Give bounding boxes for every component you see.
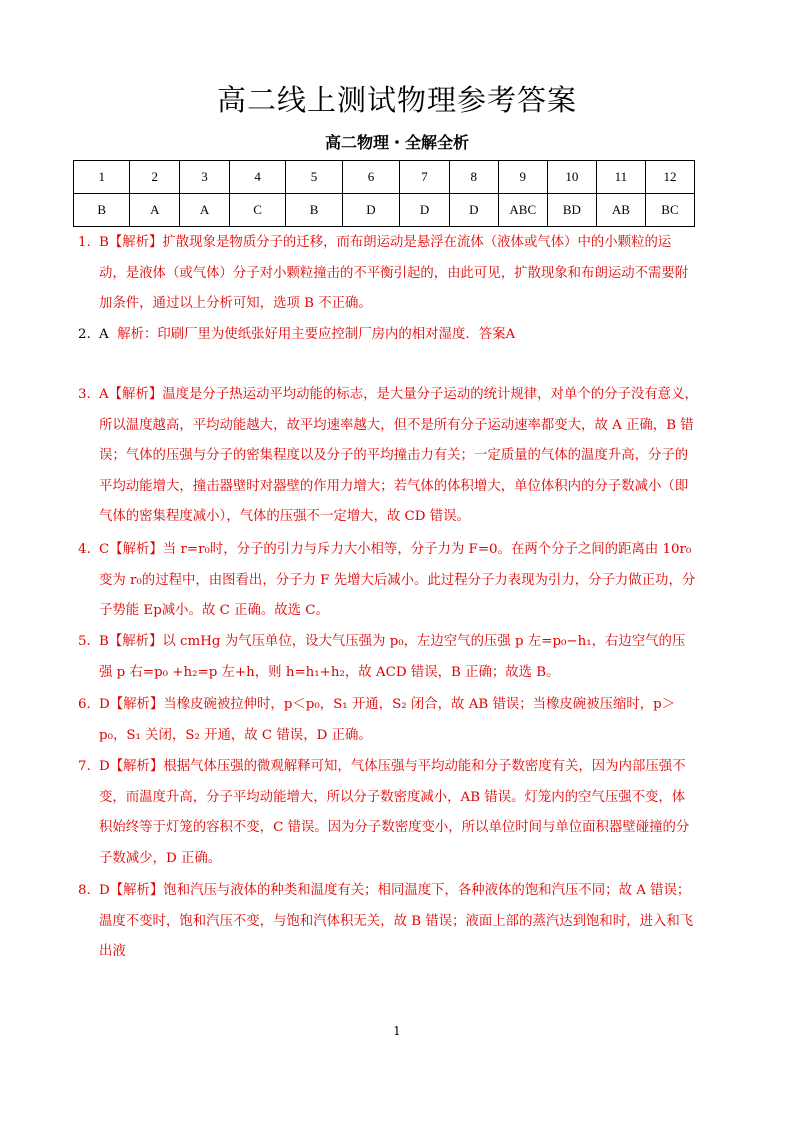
solution-item-7 [78,752,698,874]
question-number-cell: 9 [498,161,547,194]
question-number-cell: 2 [130,161,180,194]
answer-table-answer-row [74,194,695,227]
question-number-cell: 1 [74,161,130,194]
answer-cell: D [342,194,399,227]
item-number: 1. [78,235,91,250]
answer-cell: B [286,194,342,227]
answer-cell: C [229,194,285,227]
answer-cell: BD [547,194,596,227]
answer-table-number-row [74,161,695,194]
item-text: A【解析】温度是分子热运动平均动能的标志，是大量分子运动的统计规律，对单个的分子没有意义，所以温度越高，平均动能越大，故平均速率越大，但不是所有分子运动速率都变大，故 A 正确，B 错误；气体的压强与分子的密集程度以及分子的平均撞击力有关；一定质量的气体的温度升高，分子的平均动能增大，撞击器壁时对器壁的作用力增大；若气体的体积增大，单位体积内的分子数减小（即气体的密集程度减小），气体的压强不一定增大，故 CD 错误。 [99,387,698,524]
solution-item-4 [78,535,698,627]
solution-item-5 [78,627,698,688]
answer-table [73,160,695,227]
question-number-cell: 11 [596,161,645,194]
question-number-cell: 10 [547,161,596,194]
answer-cell: ABC [498,194,547,227]
item-number: 8. [78,883,91,898]
item-text: D【解析】饱和汽压与液体的种类和温度有关；相同温度下，各种液体的饱和汽压不同；故 A 错误；温度不变时，饱和汽压不变，与饱和汽体积无关，故 B 错误；液面上部的蒸汽达到饱和时，进入和飞出液 [99,883,694,959]
item-text: D【解析】当橡皮碗被拉伸时，p＜p₀，S₁ 开通，S₂ 闭合，故 AB 错误；当橡皮碗被压缩时，p＞p₀，S₁ 关闭，S₂ 开通，故 C 错误，D 正确。 [99,697,676,743]
question-number-cell: 8 [449,161,498,194]
page-number: 1 [393,1024,401,1038]
answer-cell: D [449,194,498,227]
answer-cell: D [400,194,450,227]
solution-item-2 [78,320,698,350]
solution-item-6 [78,690,698,751]
answer-cell: AB [596,194,645,227]
item-number: 6. [78,697,91,712]
page-title: 高二线上测试物理参考答案 [216,83,577,117]
item-number: 5. [78,634,91,649]
solution-item-8 [78,876,698,968]
item-text: C【解析】当 r=r₀时，分子的引力与斥力大小相等，分子力为 F=0。在两个分子之间的距离由 10r₀变为 r₀的过程中，由图看出，分子力 F 先增大后减小。此过程分子力表现为引力，分子力做正功，分子势能 Ep减小。故 C 正确。故选 C。 [99,542,696,618]
item-text: D【解析】根据气体压强的微观解释可知，气体压强与平均动能和分子数密度有关，因为内部压强不变，而温度升高，分子平均动能增大，所以分子数密度减小，AB 错误。灯笼内的空气压强不变，体积始终等于灯笼的容积不变，C 错误。因为分子数密度变小，所以单位时间与单位面积器壁碰撞的分子数减少，D 正确。 [99,759,690,866]
answer-cell: B [74,194,130,227]
solution-item-3 [78,380,698,533]
question-number-cell: 5 [286,161,342,194]
question-number-cell: 4 [229,161,285,194]
answer-cell: A [180,194,230,227]
question-number-cell: 12 [645,161,694,194]
item-number: 2. [78,327,91,342]
item-text: B【解析】扩散现象是物质分子的迁移，而布朗运动是悬浮在流体（液体或气体）中的小颗粒的运动，是液体（或气体）分子对小颗粒撞击的不平衡引起的，由此可见，扩散现象和布朗运动不需要附加条件，通过以上分析可知，选项 B 不正确。 [99,235,689,311]
item-answer: A [99,327,109,342]
question-number-cell: 7 [400,161,450,194]
item-text: 解析：印刷厂里为使纸张好用主要应控制厂房内的相对湿度．答案A [117,327,516,342]
answer-cell: A [130,194,180,227]
item-number: 3. [78,387,91,402]
item-text: B【解析】以 cmHg 为气压单位，设大气压强为 p₀，左边空气的压强 p 左=p₀−h₁，右边空气的压强 p 右=p₀ +h₂=p 左+h，则 h=h₁+h₂，故 ACD 错误，B 正确；故选 B。 [99,634,686,680]
item-number: 4. [78,542,91,557]
answer-cell: BC [645,194,694,227]
item-number: 7. [78,759,91,774]
page-subtitle: 高二物理・全解全析 [324,133,469,152]
question-number-cell: 6 [342,161,399,194]
solution-item-1 [78,228,698,320]
question-number-cell: 3 [180,161,230,194]
